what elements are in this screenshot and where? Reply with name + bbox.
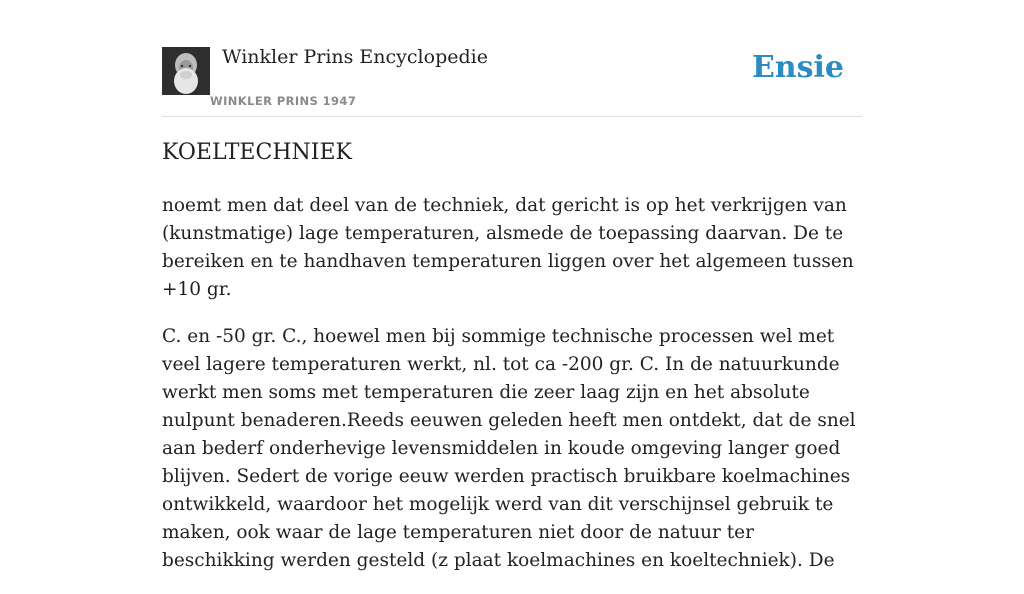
- author-name[interactable]: Winkler Prins Encyclopedie: [222, 46, 488, 68]
- article-header: [162, 40, 862, 117]
- source-label[interactable]: WINKLER PRINS 1947: [210, 94, 357, 108]
- article-paragraph: C. en -50 gr. C., hoewel men bij sommige technische processen wel met veel lagere temperaturen werkt, nl. tot ca -200 gr. C. In de natuurkunde werkt men soms met temperaturen die zeer laag zijn en het absolute nulpunt benaderen.Reeds eeuwen geleden heeft men ontdekt, dat de snel aan bederf onderhevige levensmiddelen in koude omgeving langer goed blijven. Sedert de vorige eeuw werden practisch bruikbare koelmachines ontwikkeld, waardoor het mogelijk werd van dit verschijnsel gebruik te maken, ook waar de lage temperaturen niet door de natuur ter beschikking werden gesteld (z plaat koelmachines en koeltechniek). De: [162, 326, 856, 571]
- author-portrait-icon: [162, 47, 210, 95]
- article-title: KOELTECHNIEK: [162, 140, 352, 165]
- article-body: [162, 192, 862, 594]
- brand-logo[interactable]: Ensie: [751, 50, 844, 85]
- author-avatar[interactable]: [162, 47, 210, 95]
- article-paragraph: noemt men dat deel van de techniek, dat gericht is op het verkrijgen van (kunstmatige) lage temperaturen, alsmede de toepassing daarvan. De te bereiken en te handhaven temperaturen liggen over het algemeen tussen +10 gr.: [162, 195, 854, 300]
